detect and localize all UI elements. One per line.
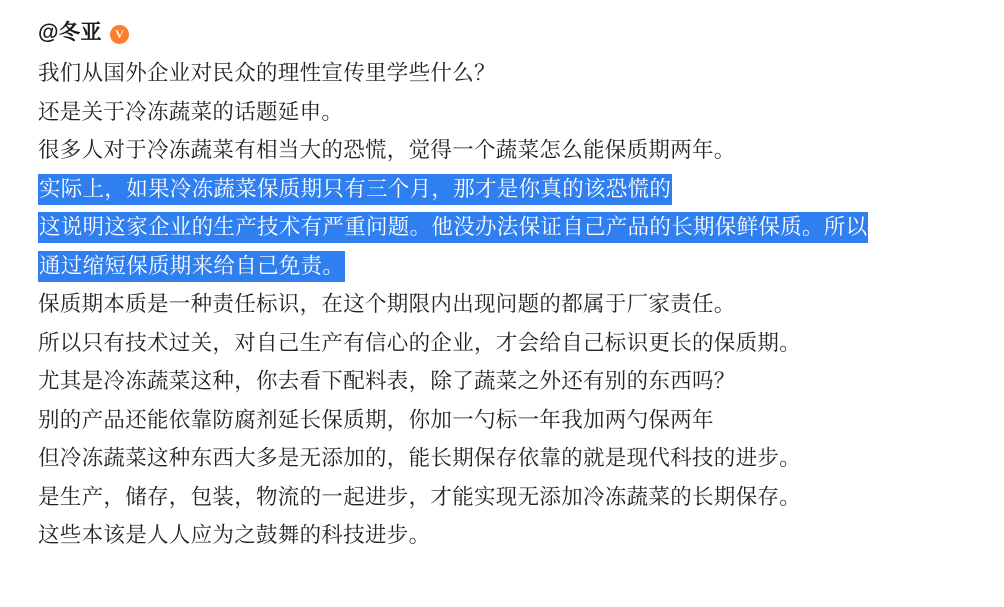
verified-badge-glyph: V — [115, 27, 124, 41]
post-container — [38, 18, 994, 555]
post-line: 但冷冻蔬菜这种东西大多是无添加的，能长期保存依靠的就是现代科技的进步。 — [38, 446, 802, 470]
author-row — [38, 18, 994, 48]
post-line: 还是关于冷冻蔬菜的话题延申。 — [38, 99, 344, 124]
post-line-highlighted — [38, 170, 994, 209]
highlighted-text: 这说明这家企业的生产技术有严重问题。他没办法保证自己产品的长期保鲜保质。所以 — [38, 212, 868, 243]
post-line: 很多人对于冷冻蔬菜有相当大的恐慌，觉得一个蔬菜怎么能保质期两年。 — [38, 138, 736, 162]
verified-badge-icon — [110, 25, 129, 44]
highlighted-text: 通过缩短保质期来给自己免责。 — [38, 251, 345, 282]
post-line: 别的产品还能依靠防腐剂延长保质期，你加一勺标一年我加两勺保两年 — [38, 407, 714, 432]
highlighted-text: 实际上，如果冷冻蔬菜保质期只有三个月，那才是你真的该恐慌的 — [38, 174, 672, 205]
post-body — [38, 54, 994, 555]
post-line-highlighted — [38, 247, 994, 286]
post-line-highlighted — [38, 208, 994, 247]
author-name[interactable]: @冬亚 — [38, 21, 102, 44]
post-line: 我们从国外企业对民众的理性宣传里学些什么？ — [38, 61, 496, 85]
post-line: 尤其是冷冻蔬菜这种，你去看下配料表，除了蔬菜之外还有别的东西吗？ — [38, 369, 736, 393]
post-line: 这些本该是人人应为之鼓舞的科技进步。 — [38, 523, 431, 547]
post-line: 保质期本质是一种责任标识，在这个期限内出现问题的都属于厂家责任。 — [38, 292, 736, 316]
left-margin — [0, 0, 22, 607]
post-line: 所以只有技术过关，对自己生产有信心的企业，才会给自己标识更长的保质期。 — [38, 330, 802, 355]
post-line: 是生产，储存，包装，物流的一起进步，才能实现无添加冷冻蔬菜的长期保存。 — [38, 484, 802, 509]
